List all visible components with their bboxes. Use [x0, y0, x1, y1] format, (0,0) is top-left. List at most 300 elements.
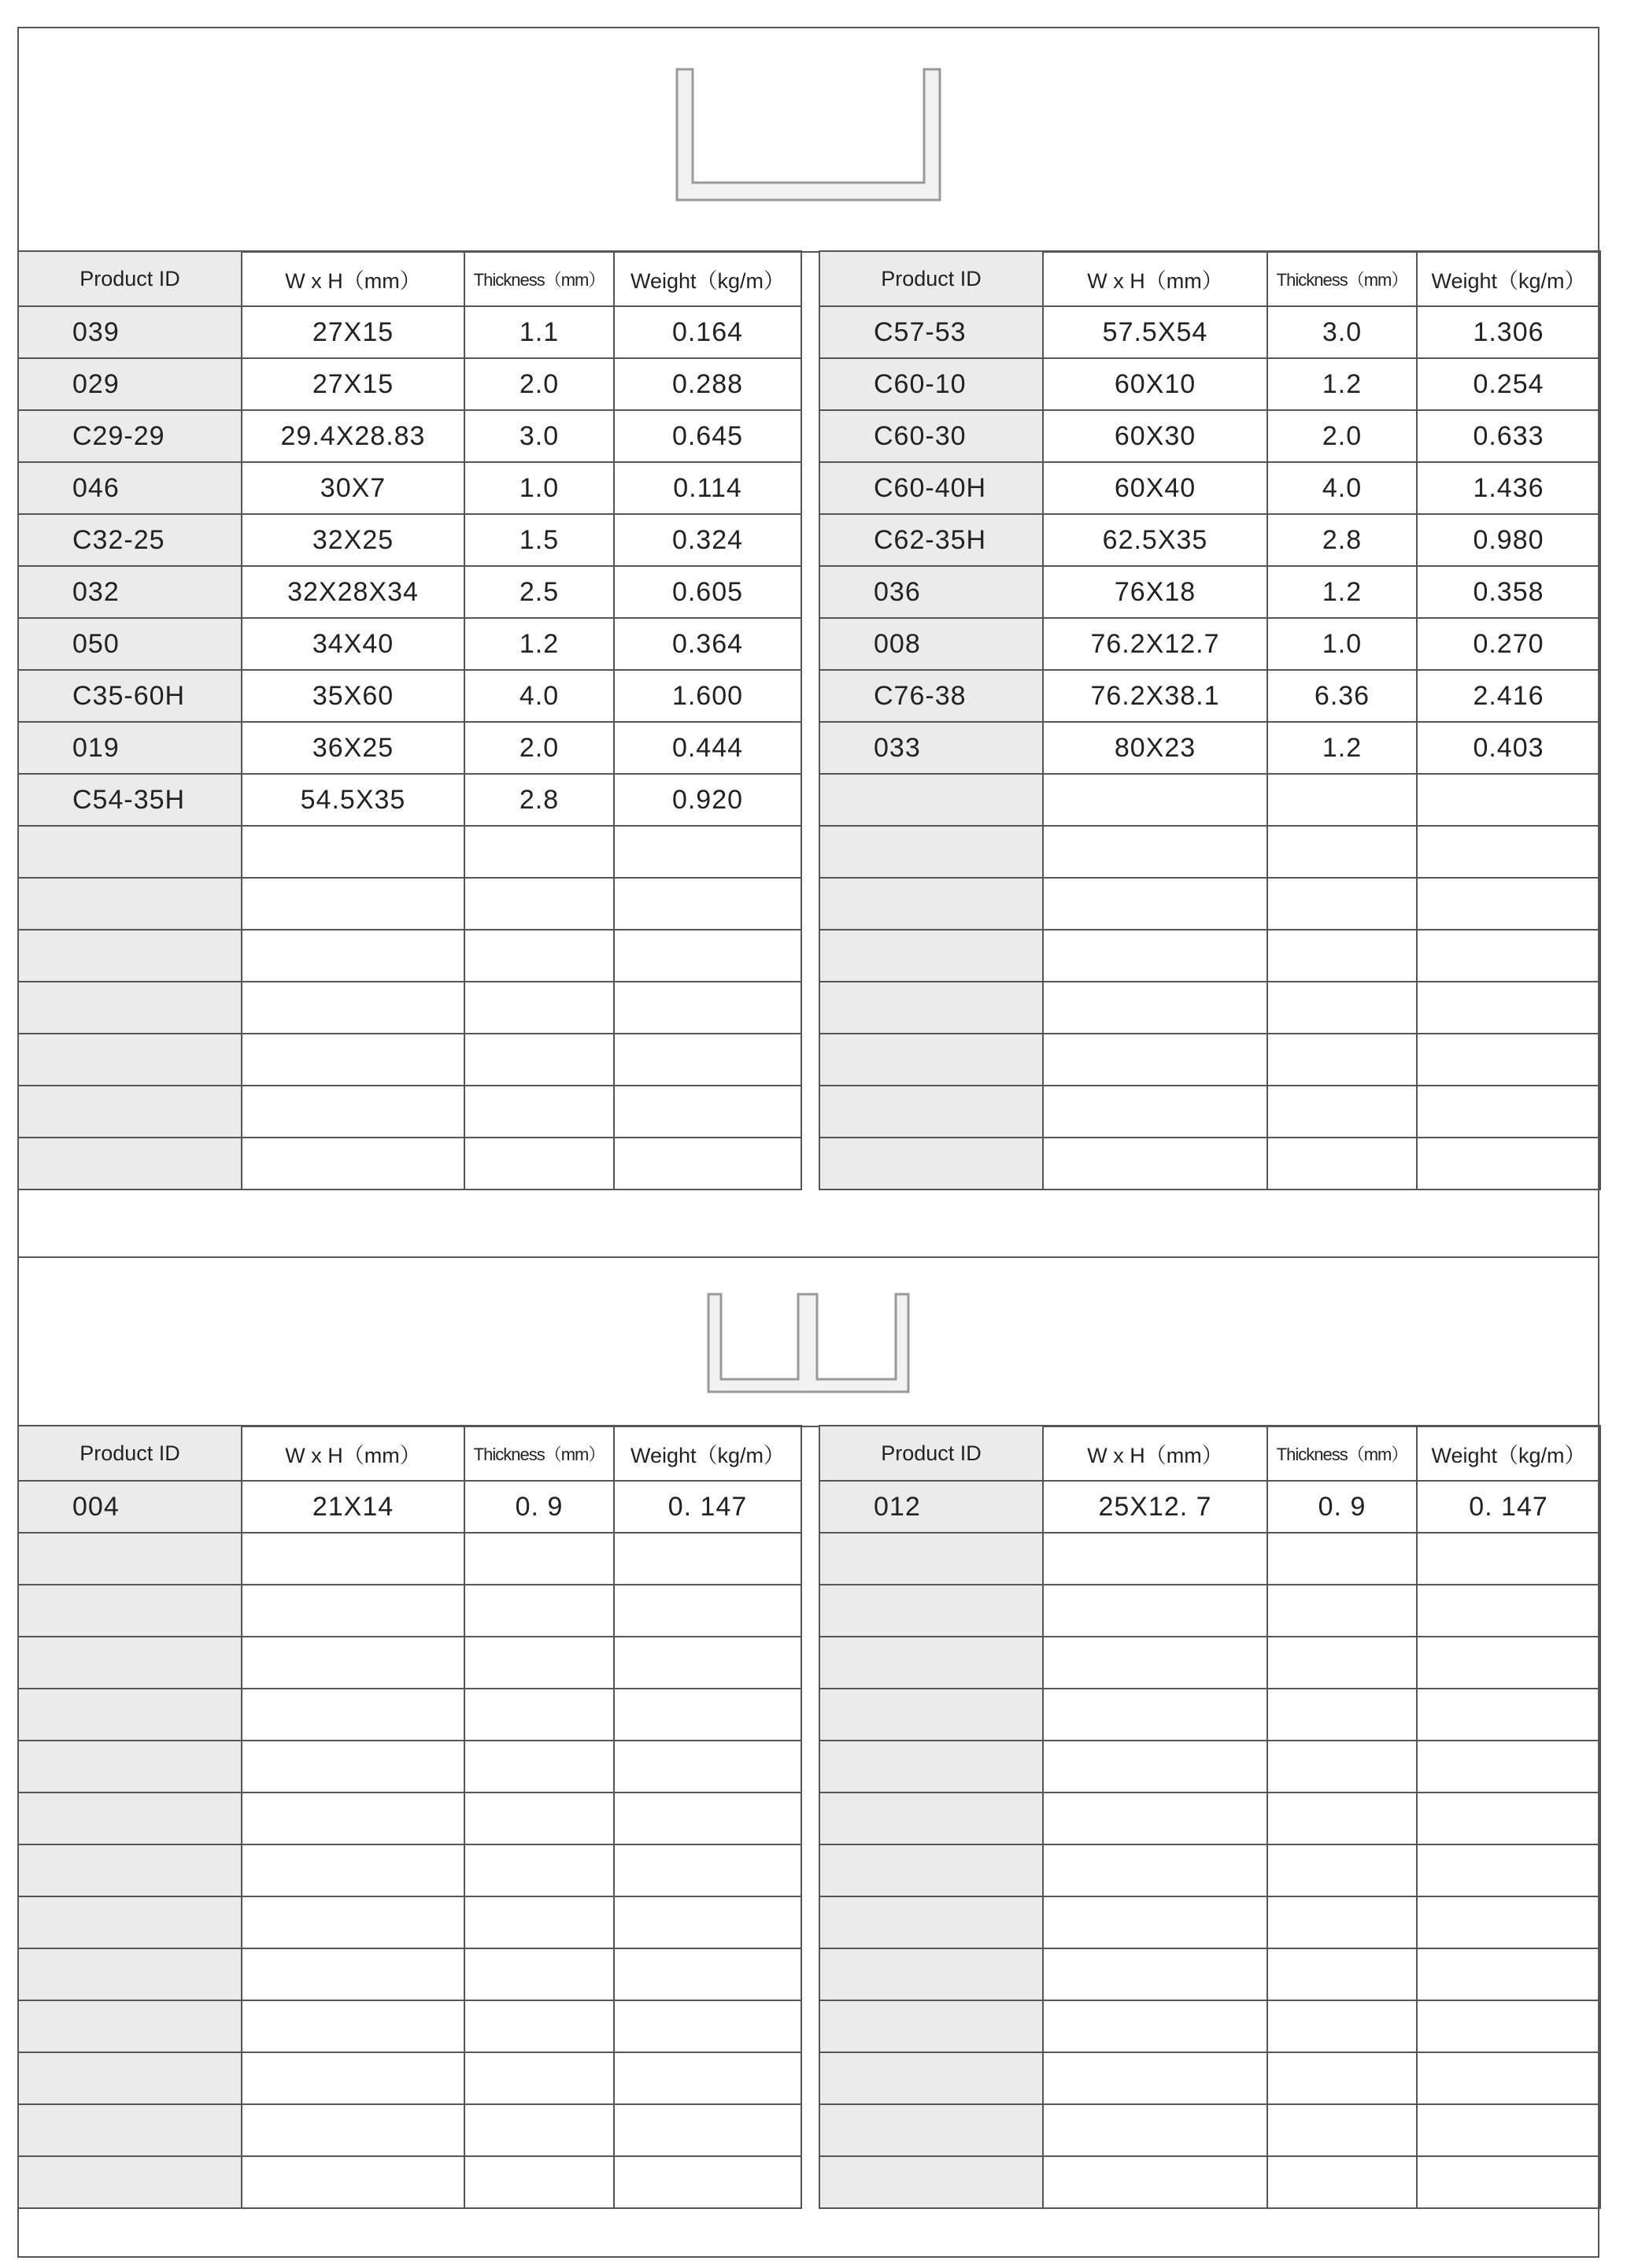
product-id-cell	[18, 1844, 242, 1896]
weight-cell: 1.600	[614, 670, 801, 722]
weight-cell	[1417, 1896, 1600, 1948]
thickness-cell: 1.5	[464, 514, 614, 566]
product-id-cell: C60-10	[819, 358, 1043, 410]
weight-cell: 0.114	[614, 462, 801, 514]
thickness-cell: 2.0	[464, 722, 614, 774]
product-id-cell	[18, 826, 242, 878]
weight-cell	[1417, 2052, 1600, 2104]
thickness-cell	[464, 1844, 614, 1896]
table-row	[18, 1034, 801, 1086]
product-id-cell: 032	[18, 566, 242, 618]
weight-cell: 0.288	[614, 358, 801, 410]
table-row	[18, 1896, 801, 1948]
product-id-cell	[18, 878, 242, 930]
table-row	[819, 462, 1600, 514]
product-id-cell	[819, 1086, 1043, 1138]
size-cell	[242, 1689, 464, 1741]
product-id-cell	[18, 1637, 242, 1689]
thickness-cell	[1267, 1844, 1417, 1896]
size-cell: 62.5X35	[1043, 514, 1267, 566]
weight-cell: 0.605	[614, 566, 801, 618]
table-row	[819, 1948, 1600, 2000]
size-cell: 32X28X34	[242, 566, 464, 618]
product-id-cell: 004	[18, 1481, 242, 1533]
weight-cell	[1417, 982, 1600, 1034]
table-row	[18, 774, 801, 826]
thickness-cell: 6.36	[1267, 670, 1417, 722]
size-cell: 32X25	[242, 514, 464, 566]
weight-cell	[614, 1741, 801, 1793]
product-id-cell: 050	[18, 618, 242, 670]
size-cell	[242, 1793, 464, 1844]
weight-cell	[1417, 1793, 1600, 1844]
table-row	[819, 1034, 1600, 1086]
thickness-cell	[1267, 1533, 1417, 1585]
weight-cell	[1417, 1086, 1600, 1138]
size-cell	[1043, 1896, 1267, 1948]
table-row	[18, 1689, 801, 1741]
product-id-cell	[819, 1585, 1043, 1637]
weight-cell: 2.416	[1417, 670, 1600, 722]
table-row	[819, 982, 1600, 1034]
table-row	[18, 566, 801, 618]
size-cell	[1043, 1844, 1267, 1896]
header-weight: Weight（kg/m）	[614, 1426, 801, 1481]
product-id-cell: 012	[819, 1481, 1043, 1533]
weight-cell	[1417, 930, 1600, 982]
product-id-cell	[819, 2000, 1043, 2052]
weight-cell: 0.645	[614, 410, 801, 462]
table-row	[18, 1741, 801, 1793]
size-cell	[1043, 1585, 1267, 1637]
table-row	[18, 358, 801, 410]
weight-cell	[614, 1533, 801, 1585]
weight-cell: 0. 147	[614, 1481, 801, 1533]
table-row	[18, 1138, 801, 1189]
weight-cell	[614, 826, 801, 878]
divider	[17, 1256, 1599, 1258]
size-cell: 54.5X35	[242, 774, 464, 826]
weight-cell	[614, 2156, 801, 2208]
table-row	[819, 1481, 1600, 1533]
size-cell: 76.2X38.1	[1043, 670, 1267, 722]
size-cell	[1043, 2104, 1267, 2156]
thickness-cell	[464, 1793, 614, 1844]
table-row	[18, 878, 801, 930]
size-cell	[242, 930, 464, 982]
table-row	[819, 1086, 1600, 1138]
table-row	[18, 1481, 801, 1533]
size-cell	[1043, 2052, 1267, 2104]
product-id-cell	[18, 1741, 242, 1793]
weight-cell: 0.324	[614, 514, 801, 566]
weight-cell	[614, 2052, 801, 2104]
thickness-cell	[1267, 878, 1417, 930]
product-id-cell: 036	[819, 566, 1043, 618]
product-id-cell	[819, 1844, 1043, 1896]
weight-cell	[614, 1689, 801, 1741]
thickness-cell	[464, 1533, 614, 1585]
size-cell: 57.5X54	[1043, 306, 1267, 358]
thickness-cell	[464, 982, 614, 1034]
product-id-cell	[18, 1585, 242, 1637]
thickness-cell: 4.0	[464, 670, 614, 722]
weight-cell: 0.633	[1417, 410, 1600, 462]
weight-cell	[614, 878, 801, 930]
size-cell	[242, 1585, 464, 1637]
thickness-cell	[464, 878, 614, 930]
size-cell	[1043, 1138, 1267, 1189]
weight-cell: 0.980	[1417, 514, 1600, 566]
table-row	[18, 930, 801, 982]
header-product-id: Product ID	[819, 251, 1043, 306]
product-id-cell: C35-60H	[18, 670, 242, 722]
table-row	[819, 1844, 1600, 1896]
weight-cell	[1417, 1034, 1600, 1086]
product-id-cell: 033	[819, 722, 1043, 774]
table-row	[819, 722, 1600, 774]
table-row	[819, 2156, 1600, 2208]
weight-cell	[614, 982, 801, 1034]
weight-cell	[614, 1948, 801, 2000]
header-thickness-label: Thickness（mm）	[1276, 1444, 1408, 1464]
weight-cell	[1417, 2156, 1600, 2208]
product-id-cell	[819, 1533, 1043, 1585]
size-cell	[242, 1138, 464, 1189]
thickness-cell: 1.0	[1267, 618, 1417, 670]
weight-cell: 0.364	[614, 618, 801, 670]
thickness-cell	[464, 1689, 614, 1741]
product-id-cell	[18, 1533, 242, 1585]
size-cell: 34X40	[242, 618, 464, 670]
product-id-cell	[819, 774, 1043, 826]
product-id-cell	[819, 1896, 1043, 1948]
thickness-cell	[1267, 826, 1417, 878]
thickness-cell: 2.8	[464, 774, 614, 826]
table-row	[819, 1689, 1600, 1741]
size-cell: 60X40	[1043, 462, 1267, 514]
thickness-cell	[1267, 982, 1417, 1034]
thickness-cell	[464, 1896, 614, 1948]
weight-cell: 0.358	[1417, 566, 1600, 618]
size-cell	[242, 982, 464, 1034]
weight-cell	[1417, 2000, 1600, 2052]
weight-cell: 1.306	[1417, 306, 1600, 358]
size-cell	[242, 1948, 464, 2000]
weight-cell	[1417, 1689, 1600, 1741]
thickness-cell: 1.2	[464, 618, 614, 670]
size-cell: 30X7	[242, 462, 464, 514]
thickness-cell	[464, 930, 614, 982]
product-id-cell	[18, 930, 242, 982]
product-id-cell	[819, 1138, 1043, 1189]
product-id-cell: C76-38	[819, 670, 1043, 722]
product-id-cell: 039	[18, 306, 242, 358]
size-cell	[1043, 982, 1267, 1034]
weight-cell	[614, 1793, 801, 1844]
product-id-cell: C32-25	[18, 514, 242, 566]
thickness-cell	[464, 1585, 614, 1637]
header-size: W x H（mm）	[1043, 1426, 1267, 1481]
weight-cell	[614, 1086, 801, 1138]
thickness-cell: 1.2	[1267, 722, 1417, 774]
table-row	[819, 1138, 1600, 1189]
thickness-cell	[464, 1948, 614, 2000]
table-row	[819, 1585, 1600, 1637]
size-cell	[1043, 826, 1267, 878]
table-row	[18, 1086, 801, 1138]
table-row	[819, 2104, 1600, 2156]
weight-cell	[1417, 2104, 1600, 2156]
spec-table-2-right	[819, 1425, 1601, 2209]
product-id-cell	[819, 982, 1043, 1034]
weight-cell: 0.403	[1417, 722, 1600, 774]
thickness-cell: 2.0	[1267, 410, 1417, 462]
table-row	[18, 982, 801, 1034]
table-row	[18, 514, 801, 566]
table-row	[18, 1844, 801, 1896]
weight-cell: 0.254	[1417, 358, 1600, 410]
size-cell	[242, 1896, 464, 1948]
table-row	[18, 722, 801, 774]
size-cell: 29.4X28.83	[242, 410, 464, 462]
product-id-cell: C60-30	[819, 410, 1043, 462]
table-row	[819, 1533, 1600, 1585]
thickness-cell	[1267, 2052, 1417, 2104]
product-id-cell: C60-40H	[819, 462, 1043, 514]
size-cell: 27X15	[242, 306, 464, 358]
product-id-cell	[819, 930, 1043, 982]
table-row	[18, 306, 801, 358]
table-row	[18, 2000, 801, 2052]
table-row	[18, 2052, 801, 2104]
weight-cell	[614, 2000, 801, 2052]
weight-cell	[614, 1034, 801, 1086]
table-row	[819, 410, 1600, 462]
thickness-cell: 4.0	[1267, 462, 1417, 514]
table-row	[18, 1585, 801, 1637]
header-thickness-label: Thickness（mm）	[473, 1444, 605, 1464]
size-cell	[1043, 930, 1267, 982]
product-id-cell	[819, 1948, 1043, 2000]
table-row	[819, 1637, 1600, 1689]
table-row	[819, 1793, 1600, 1844]
header-thickness	[464, 1426, 614, 1481]
size-cell: 36X25	[242, 722, 464, 774]
product-id-cell	[819, 826, 1043, 878]
table-row	[18, 462, 801, 514]
size-cell	[1043, 1793, 1267, 1844]
weight-cell	[614, 1637, 801, 1689]
weight-cell	[1417, 1533, 1600, 1585]
header-size: W x H（mm）	[1043, 251, 1267, 306]
single-channel-profile-icon	[669, 68, 946, 203]
weight-cell	[614, 1585, 801, 1637]
product-id-cell	[18, 1086, 242, 1138]
thickness-cell: 2.8	[1267, 514, 1417, 566]
thickness-cell	[464, 1138, 614, 1189]
table-row	[18, 1637, 801, 1689]
product-id-cell: C57-53	[819, 306, 1043, 358]
thickness-cell: 2.0	[464, 358, 614, 410]
size-cell	[242, 2000, 464, 2052]
product-id-cell	[819, 878, 1043, 930]
thickness-cell	[464, 1086, 614, 1138]
product-id-cell	[18, 2000, 242, 2052]
thickness-cell	[1267, 2104, 1417, 2156]
table-row	[18, 670, 801, 722]
header-product-id: Product ID	[18, 1426, 242, 1481]
thickness-cell	[464, 2156, 614, 2208]
header-weight: Weight（kg/m）	[1417, 1426, 1600, 1481]
size-cell	[242, 878, 464, 930]
size-cell: 35X60	[242, 670, 464, 722]
table-row	[18, 826, 801, 878]
weight-cell	[1417, 774, 1600, 826]
product-id-cell	[819, 2052, 1043, 2104]
thickness-cell: 1.0	[464, 462, 614, 514]
size-cell: 80X23	[1043, 722, 1267, 774]
thickness-cell	[464, 1637, 614, 1689]
header-thickness	[1267, 1426, 1417, 1481]
size-cell	[242, 1741, 464, 1793]
size-cell	[1043, 1533, 1267, 1585]
size-cell: 27X15	[242, 358, 464, 410]
thickness-cell	[1267, 1637, 1417, 1689]
size-cell: 25X12. 7	[1043, 1481, 1267, 1533]
weight-cell: 0. 147	[1417, 1481, 1600, 1533]
thickness-cell	[464, 2000, 614, 2052]
weight-cell	[614, 1138, 801, 1189]
table-row	[18, 410, 801, 462]
size-cell	[242, 1533, 464, 1585]
thickness-cell	[464, 2104, 614, 2156]
size-cell: 21X14	[242, 1481, 464, 1533]
header-thickness	[1267, 251, 1417, 306]
product-id-cell	[819, 1793, 1043, 1844]
thickness-cell: 2.5	[464, 566, 614, 618]
table-row	[819, 878, 1600, 930]
table-row	[18, 1793, 801, 1844]
product-id-cell	[18, 1689, 242, 1741]
header-product-id: Product ID	[819, 1426, 1043, 1481]
header-weight: Weight（kg/m）	[1417, 251, 1600, 306]
table-row	[819, 670, 1600, 722]
weight-cell	[1417, 1741, 1600, 1793]
table-row	[819, 514, 1600, 566]
thickness-cell	[464, 2052, 614, 2104]
product-id-cell	[18, 982, 242, 1034]
table-row	[819, 930, 1600, 982]
product-id-cell: 019	[18, 722, 242, 774]
product-id-cell	[18, 1793, 242, 1844]
table-row	[819, 566, 1600, 618]
double-channel-profile-icon	[707, 1293, 913, 1395]
product-id-cell	[819, 1637, 1043, 1689]
thickness-cell	[1267, 1948, 1417, 2000]
header-size: W x H（mm）	[242, 1426, 464, 1481]
spec-table-2-left	[17, 1425, 802, 2209]
weight-cell	[1417, 1844, 1600, 1896]
weight-cell: 1.436	[1417, 462, 1600, 514]
product-id-cell	[18, 1948, 242, 2000]
thickness-cell	[1267, 1896, 1417, 1948]
thickness-cell: 1.1	[464, 306, 614, 358]
size-cell	[1043, 2156, 1267, 2208]
product-id-cell	[819, 2156, 1043, 2208]
size-cell	[1043, 1637, 1267, 1689]
table-row	[819, 306, 1600, 358]
table-row	[819, 618, 1600, 670]
size-cell	[242, 1034, 464, 1086]
product-id-cell	[18, 2156, 242, 2208]
thickness-cell: 1.2	[1267, 358, 1417, 410]
table-row	[18, 2156, 801, 2208]
header-size: W x H（mm）	[242, 251, 464, 306]
header-thickness	[464, 251, 614, 306]
table-row	[819, 1896, 1600, 1948]
size-cell	[1043, 1689, 1267, 1741]
product-id-cell	[18, 1896, 242, 1948]
table-row	[819, 2000, 1600, 2052]
thickness-cell	[1267, 1034, 1417, 1086]
table-row	[18, 1533, 801, 1585]
weight-cell	[1417, 1637, 1600, 1689]
size-cell: 60X10	[1043, 358, 1267, 410]
thickness-cell	[1267, 930, 1417, 982]
weight-cell	[1417, 878, 1600, 930]
table-row	[18, 2104, 801, 2156]
thickness-cell	[1267, 1585, 1417, 1637]
weight-cell: 0.920	[614, 774, 801, 826]
weight-cell	[1417, 826, 1600, 878]
thickness-cell	[1267, 1793, 1417, 1844]
table-row	[819, 774, 1600, 826]
table-row	[819, 1741, 1600, 1793]
size-cell	[242, 1637, 464, 1689]
thickness-cell	[464, 1034, 614, 1086]
product-id-cell	[819, 1034, 1043, 1086]
product-id-cell: C29-29	[18, 410, 242, 462]
header-thickness-label: Thickness（mm）	[1276, 269, 1408, 290]
size-cell: 76X18	[1043, 566, 1267, 618]
size-cell	[1043, 878, 1267, 930]
thickness-cell	[1267, 2000, 1417, 2052]
thickness-cell: 3.0	[1267, 306, 1417, 358]
thickness-cell	[1267, 2156, 1417, 2208]
product-id-cell	[819, 1741, 1043, 1793]
size-cell	[242, 1086, 464, 1138]
size-cell	[242, 2052, 464, 2104]
thickness-cell	[1267, 1741, 1417, 1793]
product-id-cell	[819, 2104, 1043, 2156]
weight-cell	[614, 1844, 801, 1896]
spec-table-1-left	[17, 250, 802, 1190]
thickness-cell: 3.0	[464, 410, 614, 462]
header-product-id: Product ID	[18, 251, 242, 306]
table-row	[819, 2052, 1600, 2104]
product-id-cell: 008	[819, 618, 1043, 670]
size-cell	[242, 826, 464, 878]
size-cell: 76.2X12.7	[1043, 618, 1267, 670]
size-cell	[1043, 1741, 1267, 1793]
header-thickness-label: Thickness（mm）	[473, 269, 605, 290]
table-row	[18, 1948, 801, 2000]
thickness-cell	[464, 1741, 614, 1793]
header-weight: Weight（kg/m）	[614, 251, 801, 306]
weight-cell	[1417, 1585, 1600, 1637]
thickness-cell: 0. 9	[464, 1481, 614, 1533]
